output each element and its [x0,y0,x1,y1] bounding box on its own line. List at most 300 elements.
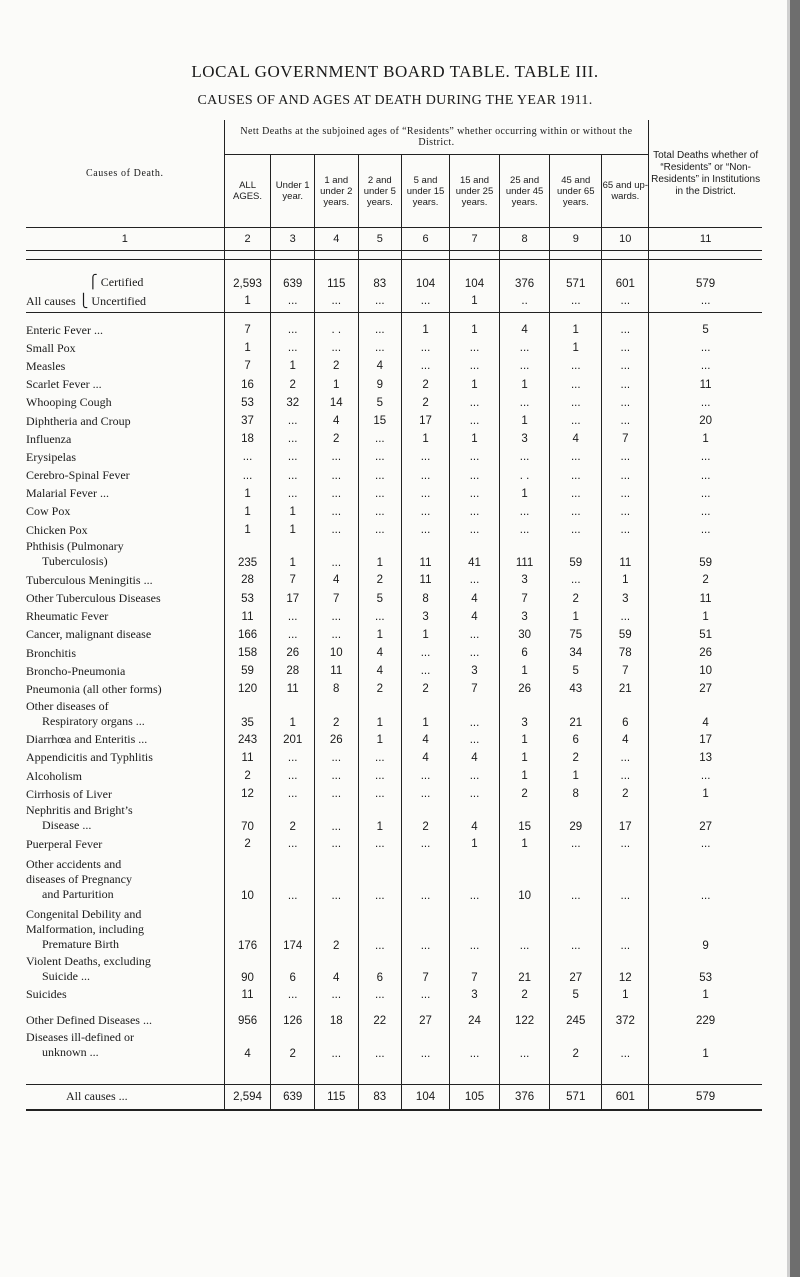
cell-col-6: 4 [402,731,450,749]
cell-col-10: 6 [602,699,649,731]
cell-col-8: 376 [500,260,550,291]
cell-col-2: 59 [224,662,271,680]
cell-col-2: ... [224,467,271,485]
cell-col-6: ... [402,785,450,803]
cell-col-3: 7 [271,571,315,589]
cell-col-8: 122 [500,1012,550,1030]
cell-col-8: 7 [500,589,550,607]
cell-col-2: 1 [224,521,271,539]
cell-col-10: ... [602,339,649,357]
cell-col-7: ... [449,412,499,430]
header-causes: Causes of Death. [26,120,224,228]
cause-label [26,503,224,521]
cell-col-2: 10 [224,854,271,904]
cell-col-9: 34 [550,644,602,662]
cell-col-8: 1 [500,412,550,430]
cause-row [26,485,762,503]
cell-col-9: ... [550,854,602,904]
cause-label-line: unknown ... [42,1044,99,1059]
cell-col-8: 15 [500,803,550,835]
cell-col-11: 579 [649,260,762,291]
cell-col-9: ... [550,394,602,412]
cell-col-11: 5 [649,321,762,339]
cell-col-7: ... [449,731,499,749]
header-age-col-10: 65 and up-wards. [602,180,649,202]
totals-label: All causes ... [26,1084,224,1110]
cell-col-10: ... [602,412,649,430]
cause-row [26,1012,762,1030]
cell-col-4: 2 [314,904,358,954]
header-age-col-8: 25 and under 45 years. [500,155,550,228]
cell-col-2: 16 [224,376,271,394]
cause-label [26,699,224,731]
cell-col-5: ... [358,986,402,1004]
cell-col-8: 1 [500,662,550,680]
cell-col-5: 1 [358,699,402,731]
cell-col-10: ... [602,904,649,954]
cell-col-11: 579 [649,1084,762,1110]
cell-col-4: ... [314,290,358,313]
cause-row [26,986,762,1004]
cell-col-11: 53 [649,954,762,986]
cell-col-3: 26 [271,644,315,662]
cell-col-5: ... [358,467,402,485]
cause-label [26,986,224,1004]
cell-col-11: 229 [649,1012,762,1030]
cell-col-9: 43 [550,680,602,698]
page-edge [790,0,800,1277]
cell-col-2: 53 [224,394,271,412]
cell-col-9: 29 [550,803,602,835]
cell-col-11: ... [649,339,762,357]
cell-col-9: ... [550,290,602,313]
cell-col-8: 2 [500,986,550,1004]
cause-label [26,571,224,589]
cell-col-8: 1 [500,767,550,785]
cell-col-3: ... [271,835,315,853]
cell-col-4: ... [314,485,358,503]
cell-col-4: 4 [314,954,358,986]
cell-col-5: 4 [358,662,402,680]
cell-col-3: 174 [271,904,315,954]
cause-row [26,644,762,662]
cell-col-11: 10 [649,662,762,680]
cell-col-11: 1 [649,430,762,448]
cell-col-10: 7 [602,430,649,448]
cause-label [26,376,224,394]
cause-label [26,485,224,503]
cause-row [26,854,762,904]
cause-label [26,785,224,803]
cell-col-11: 1 [649,785,762,803]
cell-col-9: ... [550,448,602,466]
column-number-7: 7 [449,228,499,251]
cell-col-3: ... [271,321,315,339]
cause-row [26,521,762,539]
cause-label [26,767,224,785]
cell-col-7: 7 [449,954,499,986]
cell-col-6: 11 [402,571,450,589]
cell-col-6: 27 [402,1012,450,1030]
cause-label-line: and Parturition [42,886,114,901]
cause-label [26,321,224,339]
column-number-11: 11 [649,228,762,251]
cell-col-6: 1 [402,321,450,339]
cell-col-8: ... [500,1030,550,1062]
cell-col-7: ... [449,485,499,503]
cell-col-3: 1 [271,503,315,521]
cause-label [26,954,224,986]
cell-col-6: ... [402,986,450,1004]
cell-col-5: ... [358,835,402,853]
cell-col-2: 1 [224,290,271,313]
cell-col-2: 2 [224,835,271,853]
cell-col-10: ... [602,608,649,626]
cell-col-10: ... [602,767,649,785]
cell-col-2: 12 [224,785,271,803]
cause-label [26,1030,224,1062]
cell-col-5: ... [358,321,402,339]
all-causes-certified-row [26,260,762,291]
cause-label-line: Broncho-Pneumonia [26,663,126,678]
cell-col-2: 2,594 [224,1084,271,1110]
cell-col-5: 83 [358,1084,402,1110]
cell-col-6: ... [402,904,450,954]
cell-col-2: 11 [224,986,271,1004]
cell-col-2: 1 [224,485,271,503]
cell-col-2: 7 [224,357,271,375]
cell-col-6: 104 [402,260,450,291]
cell-col-7: ... [449,503,499,521]
cell-col-9: 75 [550,626,602,644]
cell-col-7: 105 [449,1084,499,1110]
page-title: LOCAL GOVERNMENT BOARD TABLE. TABLE III. [191,62,599,81]
cell-col-9: 59 [550,539,602,571]
header-age-col-3: Under 1 year. [271,155,315,228]
cell-col-6: 4 [402,749,450,767]
cell-col-9: 5 [550,662,602,680]
cell-col-7: ... [449,448,499,466]
cell-col-7: 3 [449,986,499,1004]
cell-col-11: 26 [649,644,762,662]
cell-col-2: 158 [224,644,271,662]
cell-col-6: 1 [402,699,450,731]
cause-row [26,626,762,644]
cell-col-7: ... [449,904,499,954]
cell-col-8: ... [500,904,550,954]
cause-label [26,904,224,954]
cell-col-10: 4 [602,731,649,749]
cell-col-7: 1 [449,290,499,313]
cell-col-10: 78 [602,644,649,662]
cause-label-line: Appendicitis and Typhlitis [26,750,153,765]
cell-col-10: 59 [602,626,649,644]
cell-col-8: ... [500,503,550,521]
cell-col-6: ... [402,503,450,521]
cell-col-9: ... [550,835,602,853]
cause-row [26,357,762,375]
cause-label-line: Erysipelas [26,449,76,464]
cell-col-7: ... [449,854,499,904]
cell-col-2: 235 [224,539,271,571]
cause-label [26,339,224,357]
cell-col-10: 601 [602,260,649,291]
cell-col-4: 4 [314,412,358,430]
cell-col-11: ... [649,290,762,313]
cell-col-5: ... [358,503,402,521]
cause-label-line: Chicken Pox [26,522,88,537]
cell-col-7: 3 [449,662,499,680]
cell-col-3: ... [271,749,315,767]
cause-row [26,608,762,626]
cell-col-5: ... [358,430,402,448]
cell-col-10: 17 [602,803,649,835]
cause-label-line: Rheumatic Fever [26,609,109,624]
cause-label-line: Other Defined Diseases ... [26,1013,152,1028]
cell-col-8: 1 [500,731,550,749]
cell-col-6: 1 [402,430,450,448]
cell-col-5: 1 [358,731,402,749]
cell-col-11: ... [649,357,762,375]
cell-col-5: ... [358,854,402,904]
cell-col-11: 17 [649,731,762,749]
cell-col-2: 166 [224,626,271,644]
cell-col-5: 2 [358,680,402,698]
cell-col-8: 376 [500,1084,550,1110]
cell-col-4: ... [314,835,358,853]
cell-col-4: ... [314,448,358,466]
cause-row [26,321,762,339]
cell-col-7: ... [449,785,499,803]
cell-col-5: 4 [358,644,402,662]
cause-label-line: Whooping Cough [26,395,112,410]
cell-col-9: 2 [550,1030,602,1062]
cell-col-10: ... [602,854,649,904]
cell-col-3: 28 [271,662,315,680]
cell-col-3: 32 [271,394,315,412]
cell-col-9: 571 [550,260,602,291]
cause-label-line: Malarial Fever ... [26,486,109,501]
cell-col-3: ... [271,626,315,644]
cell-col-11: 2 [649,571,762,589]
cell-col-5: ... [358,785,402,803]
cause-row [26,1030,762,1062]
cell-col-5: 5 [358,589,402,607]
cell-col-7: 1 [449,376,499,394]
cell-col-3: ... [271,767,315,785]
cell-col-4: ... [314,339,358,357]
cause-row [26,394,762,412]
cell-col-9: 1 [550,321,602,339]
cell-col-10: 21 [602,680,649,698]
cell-col-6: 3 [402,608,450,626]
cell-col-8: 3 [500,608,550,626]
column-number-2: 2 [224,228,271,251]
column-number-5: 5 [358,228,402,251]
column-number-4: 4 [314,228,358,251]
cell-col-3: 639 [271,260,315,291]
cell-col-11: 13 [649,749,762,767]
cause-row [26,803,762,835]
cause-label-line: Phthisis (Pulmonary [26,539,124,554]
header-total-deaths: Total Deaths whether of “Residents” or “Non-Residents” in Institutions in the District. [649,120,762,228]
cell-col-4: ... [314,1030,358,1062]
column-number-1: 1 [26,228,224,251]
cell-col-3: 2 [271,803,315,835]
cell-col-10: 372 [602,1012,649,1030]
cell-col-7: ... [449,767,499,785]
cause-label [26,589,224,607]
cause-label-line: Violent Deaths, excluding [26,953,151,968]
cell-col-8: 2 [500,785,550,803]
cause-label-line: Small Pox [26,340,76,355]
cause-row [26,749,762,767]
cause-label-line: Cow Pox [26,504,71,519]
cause-label-line: Other Tuberculous Diseases [26,591,161,606]
cell-col-6: ... [402,290,450,313]
cell-col-8: 1 [500,749,550,767]
cell-col-2: 243 [224,731,271,749]
cell-col-3: 126 [271,1012,315,1030]
cause-row [26,539,762,571]
cause-label-line: Premature Birth [42,936,119,951]
cell-col-11: ... [649,394,762,412]
cell-col-10: 601 [602,1084,649,1110]
cell-col-5: ... [358,904,402,954]
cell-col-10: 3 [602,589,649,607]
cell-col-3: 1 [271,699,315,731]
cell-col-10: ... [602,835,649,853]
cause-label-line: Nephritis and Bright’s [26,803,133,818]
cell-col-9: 2 [550,589,602,607]
cell-col-11: 4 [649,699,762,731]
header-age-col-5: 2 and under 5 years. [358,155,402,228]
cell-col-11: 1 [649,986,762,1004]
cell-col-5: ... [358,521,402,539]
cell-col-3: ... [271,412,315,430]
cell-col-3: 639 [271,1084,315,1110]
cell-col-5: 2 [358,571,402,589]
column-number-6: 6 [402,228,450,251]
cell-col-5: 1 [358,539,402,571]
cell-col-4: 2 [314,430,358,448]
cause-label-line: Other diseases of [26,698,109,713]
cause-label-line: Cancer, malignant disease [26,627,152,642]
cell-col-10: 12 [602,954,649,986]
cell-col-6: 17 [402,412,450,430]
cause-label [26,394,224,412]
cell-col-9: 1 [550,339,602,357]
column-number-3: 3 [271,228,315,251]
cell-col-10: ... [602,448,649,466]
cause-row [26,412,762,430]
cell-col-7: 4 [449,749,499,767]
cause-label-line: Puerperal Fever [26,836,103,851]
cell-col-4: ... [314,785,358,803]
cause-row [26,662,762,680]
cell-col-9: 2 [550,749,602,767]
cause-label-line: Cirrhosis of Liver [26,786,112,801]
cell-col-10: ... [602,503,649,521]
cell-col-10: ... [602,485,649,503]
cell-col-4: 8 [314,680,358,698]
cell-col-9: 8 [550,785,602,803]
cell-col-9: ... [550,485,602,503]
cell-col-3: ... [271,339,315,357]
cell-col-6: 2 [402,680,450,698]
cell-col-4: ... [314,503,358,521]
cell-col-7: 4 [449,608,499,626]
cell-col-8: 3 [500,699,550,731]
cell-col-2: 35 [224,699,271,731]
cell-col-7: ... [449,521,499,539]
cell-col-2: 70 [224,803,271,835]
cell-col-4: ... [314,986,358,1004]
page-subtitle: CAUSES OF AND AGES AT DEATH DURING THE YEAR 1911. [197,93,593,108]
cell-col-8: 3 [500,430,550,448]
cause-label-line: Suicides [26,987,67,1002]
cell-col-2: 90 [224,954,271,986]
cell-col-11: ... [649,521,762,539]
cell-col-2: 53 [224,589,271,607]
cell-col-6: ... [402,467,450,485]
cell-col-10: ... [602,376,649,394]
cause-label [26,539,224,571]
cell-col-2: 176 [224,904,271,954]
cause-row [26,376,762,394]
cause-row [26,589,762,607]
certified-label: ⎧ Certified [26,260,224,291]
cell-col-2: 956 [224,1012,271,1030]
cell-col-7: 41 [449,539,499,571]
cell-col-9: 1 [550,767,602,785]
cell-col-11: ... [649,767,762,785]
cell-col-4: ... [314,854,358,904]
cell-col-10: ... [602,290,649,313]
cause-label [26,357,224,375]
cell-col-11: 11 [649,376,762,394]
cell-col-4: ... [314,749,358,767]
cell-col-2: 37 [224,412,271,430]
causes-of-death-table [26,120,762,1111]
cause-row [26,503,762,521]
cell-col-7: ... [449,1030,499,1062]
cause-label-line: Tuberculous Meningitis ... [26,572,153,587]
cell-col-7: 4 [449,803,499,835]
cell-col-9: ... [550,412,602,430]
cell-col-9: 5 [550,986,602,1004]
cause-label-line: Scarlet Fever ... [26,377,102,392]
cell-col-4: ... [314,626,358,644]
cause-label-line: Tuberculosis) [42,554,108,569]
cell-col-9: 6 [550,731,602,749]
cell-col-8: .. [500,290,550,313]
cause-label-line: Influenza [26,431,72,446]
cell-col-8: 1 [500,485,550,503]
cause-label [26,835,224,853]
cell-col-4: ... [314,521,358,539]
header-nett-deaths: Nett Deaths at the subjoined ages of “Residents” whether occurring within or without the District. [224,120,649,155]
cell-col-11: ... [649,485,762,503]
cell-col-11: 11 [649,589,762,607]
cell-col-6: ... [402,835,450,853]
cell-col-6: 1 [402,626,450,644]
cell-col-7: ... [449,394,499,412]
cell-col-6: ... [402,662,450,680]
cell-col-3: 1 [271,521,315,539]
cause-row [26,954,762,986]
cell-col-2: 1 [224,339,271,357]
